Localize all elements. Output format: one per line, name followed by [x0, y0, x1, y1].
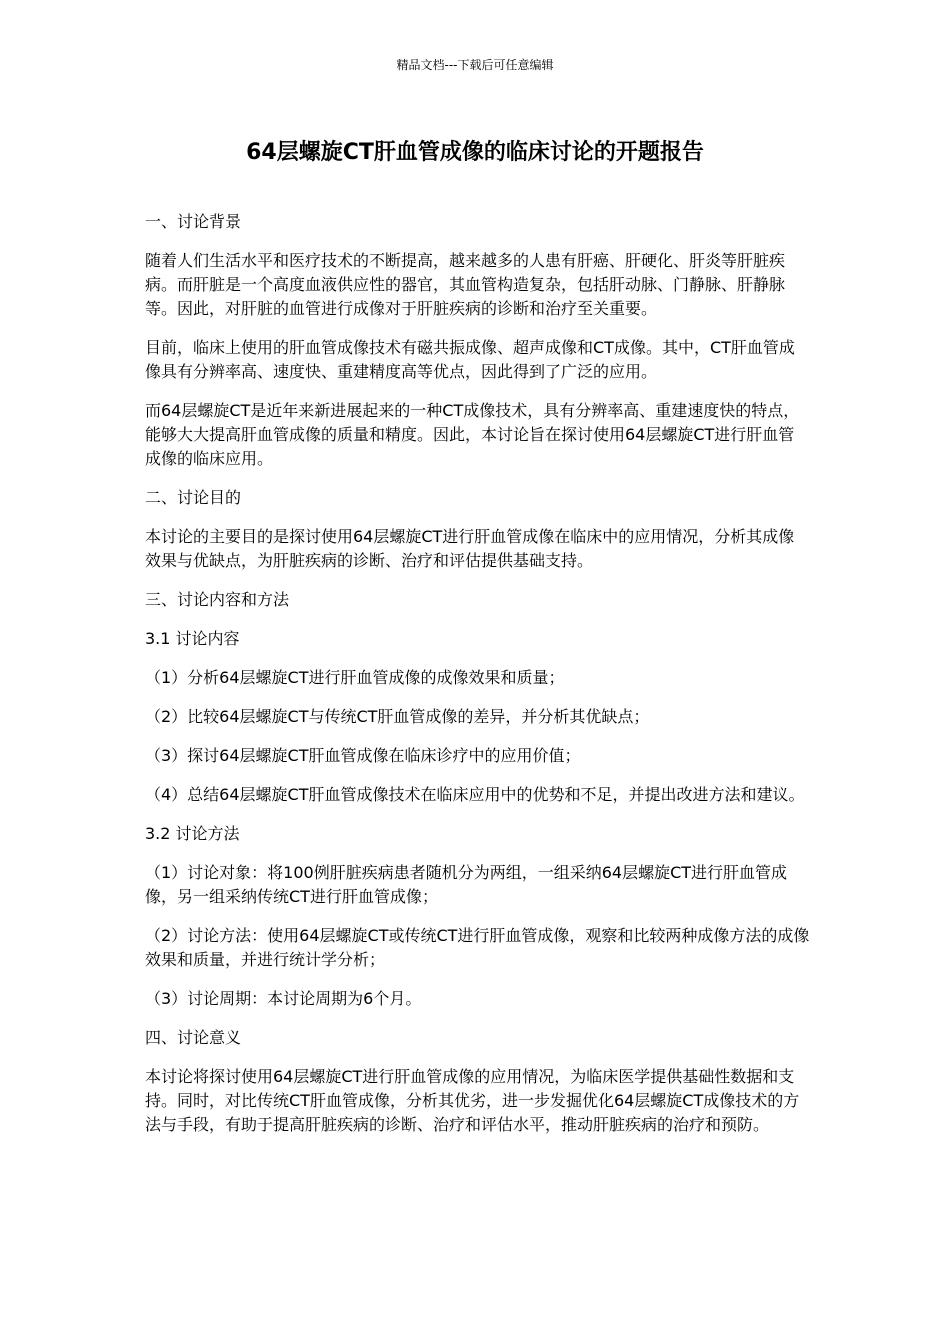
- method-item-1: （1）讨论对象：将100例肝脏疾病患者随机分为两组，一组采纳64层螺旋CT进行肝血管成像，另一组采纳传统CT进行肝血管成像；: [145, 863, 788, 906]
- document-body: [145, 210, 810, 1152]
- method-item-3: （3）讨论周期：本讨论周期为6个月。: [145, 989, 422, 1008]
- section-heading-content-method: 三、讨论内容和方法: [145, 590, 290, 609]
- paragraph-background-2: 目前，临床上使用的肝血管成像技术有磁共振成像、超声成像和CT成像。其中，CT肝血管成像具有分辨率高、速度快、重建精度高等优点，因此得到了广泛的应用。: [145, 338, 795, 381]
- document-title: 64层螺旋CT肝血管成像的临床讨论的开题报告: [246, 140, 704, 165]
- content-item-2: （2）比较64层螺旋CT与传统CT肝血管成像的差异，并分析其优缺点；: [145, 707, 650, 726]
- paragraph-background-1: 随着人们生活水平和医疗技术的不断提高，越来越多的人患有肝癌、肝硬化、肝炎等肝脏疾病。而肝脏是一个高度血液供应性的器官，其血管构造复杂，包括肝动脉、门静脉、肝静脉等。因此，对肝脏的血管进行成像对于肝脏疾病的诊断和治疗至关重要。: [145, 251, 786, 318]
- content-item-1: （1）分析64层螺旋CT进行肝血管成像的成像效果和质量；: [145, 668, 565, 687]
- method-item-2: （2）讨论方法：使用64层螺旋CT或传统CT进行肝血管成像，观察和比较两种成像方法的成像效果和质量，并进行统计学分析；: [145, 926, 810, 969]
- section-heading-purpose: 二、讨论目的: [145, 488, 242, 507]
- content-item-3: （3）探讨64层螺旋CT肝血管成像在临床诊疗中的应用价值；: [145, 746, 581, 765]
- section-heading-significance: 四、讨论意义: [145, 1028, 242, 1047]
- header-note: 精品文档---下载后可任意编辑: [396, 58, 554, 72]
- subsection-heading-method: 3.2 讨论方法: [145, 824, 240, 843]
- section-heading-background: 一、讨论背景: [145, 212, 242, 231]
- paragraph-significance: 本讨论将探讨使用64层螺旋CT进行肝血管成像的应用情况，为临床医学提供基础性数据和支持。同时，对比传统CT肝血管成像，分析其优劣，进一步发掘优化64层螺旋CT成像技术的方法与手段，有助于提高肝脏疾病的诊断、治疗和评估水平，推动肝脏疾病的治疗和预防。: [145, 1067, 800, 1134]
- content-item-4: （4）总结64层螺旋CT肝血管成像技术在临床应用中的优势和不足，并提出改进方法和建议。: [145, 785, 805, 804]
- subsection-heading-content: 3.1 讨论内容: [145, 629, 240, 648]
- paragraph-background-3: 而64层螺旋CT是近年来新进展起来的一种CT成像技术，具有分辨率高、重建速度快的特点，能够大大提高肝血管成像的质量和精度。因此，本讨论旨在探讨使用64层螺旋CT进行肝血管成像的临床应用。: [145, 401, 800, 468]
- paragraph-purpose: 本讨论的主要目的是探讨使用64层螺旋CT进行肝血管成像在临床中的应用情况，分析其成像效果与优缺点，为肝脏疾病的诊断、治疗和评估提供基础支持。: [145, 527, 795, 570]
